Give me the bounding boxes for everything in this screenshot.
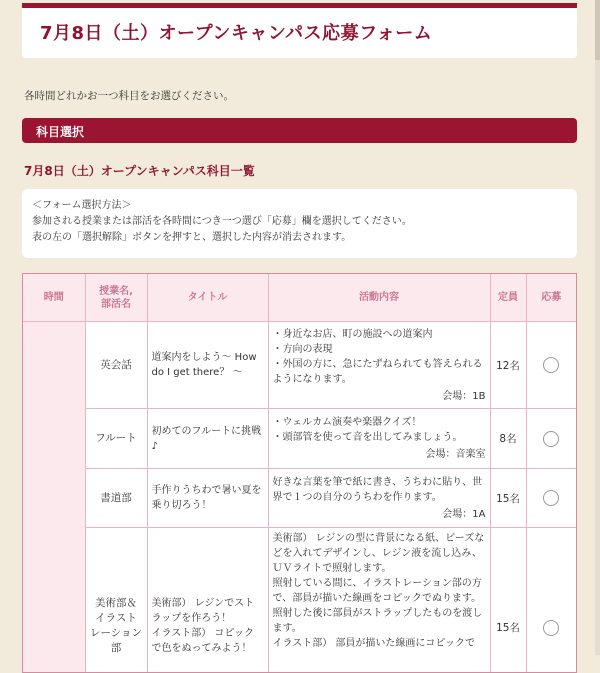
selection-instructions xyxy=(22,189,577,258)
header-apply: 応募 xyxy=(526,274,576,322)
form-header xyxy=(22,3,577,58)
course-title-line: 美術部） レジンでストラップを作ろう！ xyxy=(152,596,264,626)
section-bar xyxy=(22,118,577,143)
activity-line: 好きな言葉を筆で紙に書き、うちわに貼り、世界で１つの自分のうちわを作ります。 xyxy=(273,475,486,505)
activity-description xyxy=(268,322,490,409)
activity-line: ・身近なお店、町の施設への道案内 xyxy=(273,327,486,342)
scrollbar[interactable] xyxy=(595,0,600,655)
capacity-value: 15名 xyxy=(490,469,526,528)
activity-line: ・外国の方に、急にたずねられても答えられるようになります。 xyxy=(273,357,486,387)
course-table xyxy=(22,273,577,673)
table-row xyxy=(23,469,576,528)
course-list-heading: 7月8日（土）オープンキャンパス科目一覧 xyxy=(24,162,255,179)
capacity-value: 15名 xyxy=(490,528,526,673)
course-title xyxy=(147,528,268,673)
course-name: 英会話 xyxy=(85,322,147,409)
header-course-name-line-1: 授業名, xyxy=(99,286,133,297)
activity-line: 照射している間に、イラストレーション部の方で、部員が描いた線画をコピックでぬります。照射した後に部員がストラップしたものを渡します。 xyxy=(273,576,486,636)
venue-label: 会場：1B xyxy=(273,389,486,404)
course-title: 初めてのフルートに挑戦♪ xyxy=(147,409,268,469)
apply-cell xyxy=(526,409,576,469)
activity-description xyxy=(268,528,490,673)
activity-line: ・方向の表現 xyxy=(273,342,486,357)
apply-cell xyxy=(526,528,576,673)
course-name: 書道部 xyxy=(85,469,147,528)
header-title: タイトル xyxy=(147,274,268,322)
course-name-line: 部 xyxy=(90,641,143,656)
header-course-name xyxy=(85,274,147,322)
course-name-line: イラスト xyxy=(90,611,143,626)
header-activity: 活動内容 xyxy=(268,274,490,322)
scrollbar-thumb[interactable] xyxy=(595,0,600,60)
capacity-value: 8名 xyxy=(490,409,526,469)
table-row xyxy=(23,528,576,673)
table-row xyxy=(23,322,576,409)
activity-description xyxy=(268,469,490,528)
venue-label: 会場：1A xyxy=(273,507,486,522)
course-name-line: レーション xyxy=(90,626,143,641)
apply-radio-art-illustration[interactable] xyxy=(543,620,559,636)
page-title: 7月8日（土）オープンキャンパス応募フォーム xyxy=(40,19,432,45)
course-title: 道案内をしよう～ How do I get there？ ～ xyxy=(147,322,268,409)
venue-label: 会場：音楽室 xyxy=(273,447,486,462)
header-capacity: 定員 xyxy=(490,274,526,322)
table-row xyxy=(23,409,576,469)
capacity-value: 12名 xyxy=(490,322,526,409)
apply-cell xyxy=(526,469,576,528)
course-name-line: 美術部＆ xyxy=(90,596,143,611)
section-title: 科目選択 xyxy=(36,123,84,140)
instructions-line-1: 参加される授業または部活を各時間につき一つ選び「応募」欄を選択してください。 xyxy=(32,214,567,230)
instructions-line-2: 表の左の「選択解除」ボタンを押すと、選択した内容が消去されます。 xyxy=(32,230,567,246)
activity-description xyxy=(268,409,490,469)
apply-radio-calligraphy[interactable] xyxy=(543,490,559,506)
header-time: 時間 xyxy=(23,274,85,322)
activity-line: ・ウェルカム演奏や楽器クイズ！ xyxy=(273,415,486,430)
instructions-title: ＜フォーム選択方法＞ xyxy=(32,198,567,214)
intro-text: 各時間どれかお一つ科目をお選びください。 xyxy=(24,88,234,103)
course-title: 手作りうちわで暑い夏を乗り切ろう！ xyxy=(147,469,268,528)
activity-line: イラスト部） 部員が描いた線画にコピックで xyxy=(273,636,486,651)
apply-radio-flute[interactable] xyxy=(543,431,559,447)
table-header-row xyxy=(23,274,576,322)
course-title-line: イラスト部） コピックで色をぬってみよう！ xyxy=(152,626,264,656)
apply-radio-english[interactable] xyxy=(543,357,559,373)
course-name: フルート xyxy=(85,409,147,469)
course-name xyxy=(85,528,147,673)
header-course-name-line-2: 部活名 xyxy=(101,299,131,310)
time-slot-cell xyxy=(23,322,85,673)
apply-cell xyxy=(526,322,576,409)
activity-line: 美術部） レジンの型に背景になる紙、ビーズなどを入れてデザインし、レジン液を流し込み、ＵＶライトで照射します。 xyxy=(273,531,486,576)
activity-line: ・頭部管を使って音を出してみましょう。 xyxy=(273,430,486,445)
